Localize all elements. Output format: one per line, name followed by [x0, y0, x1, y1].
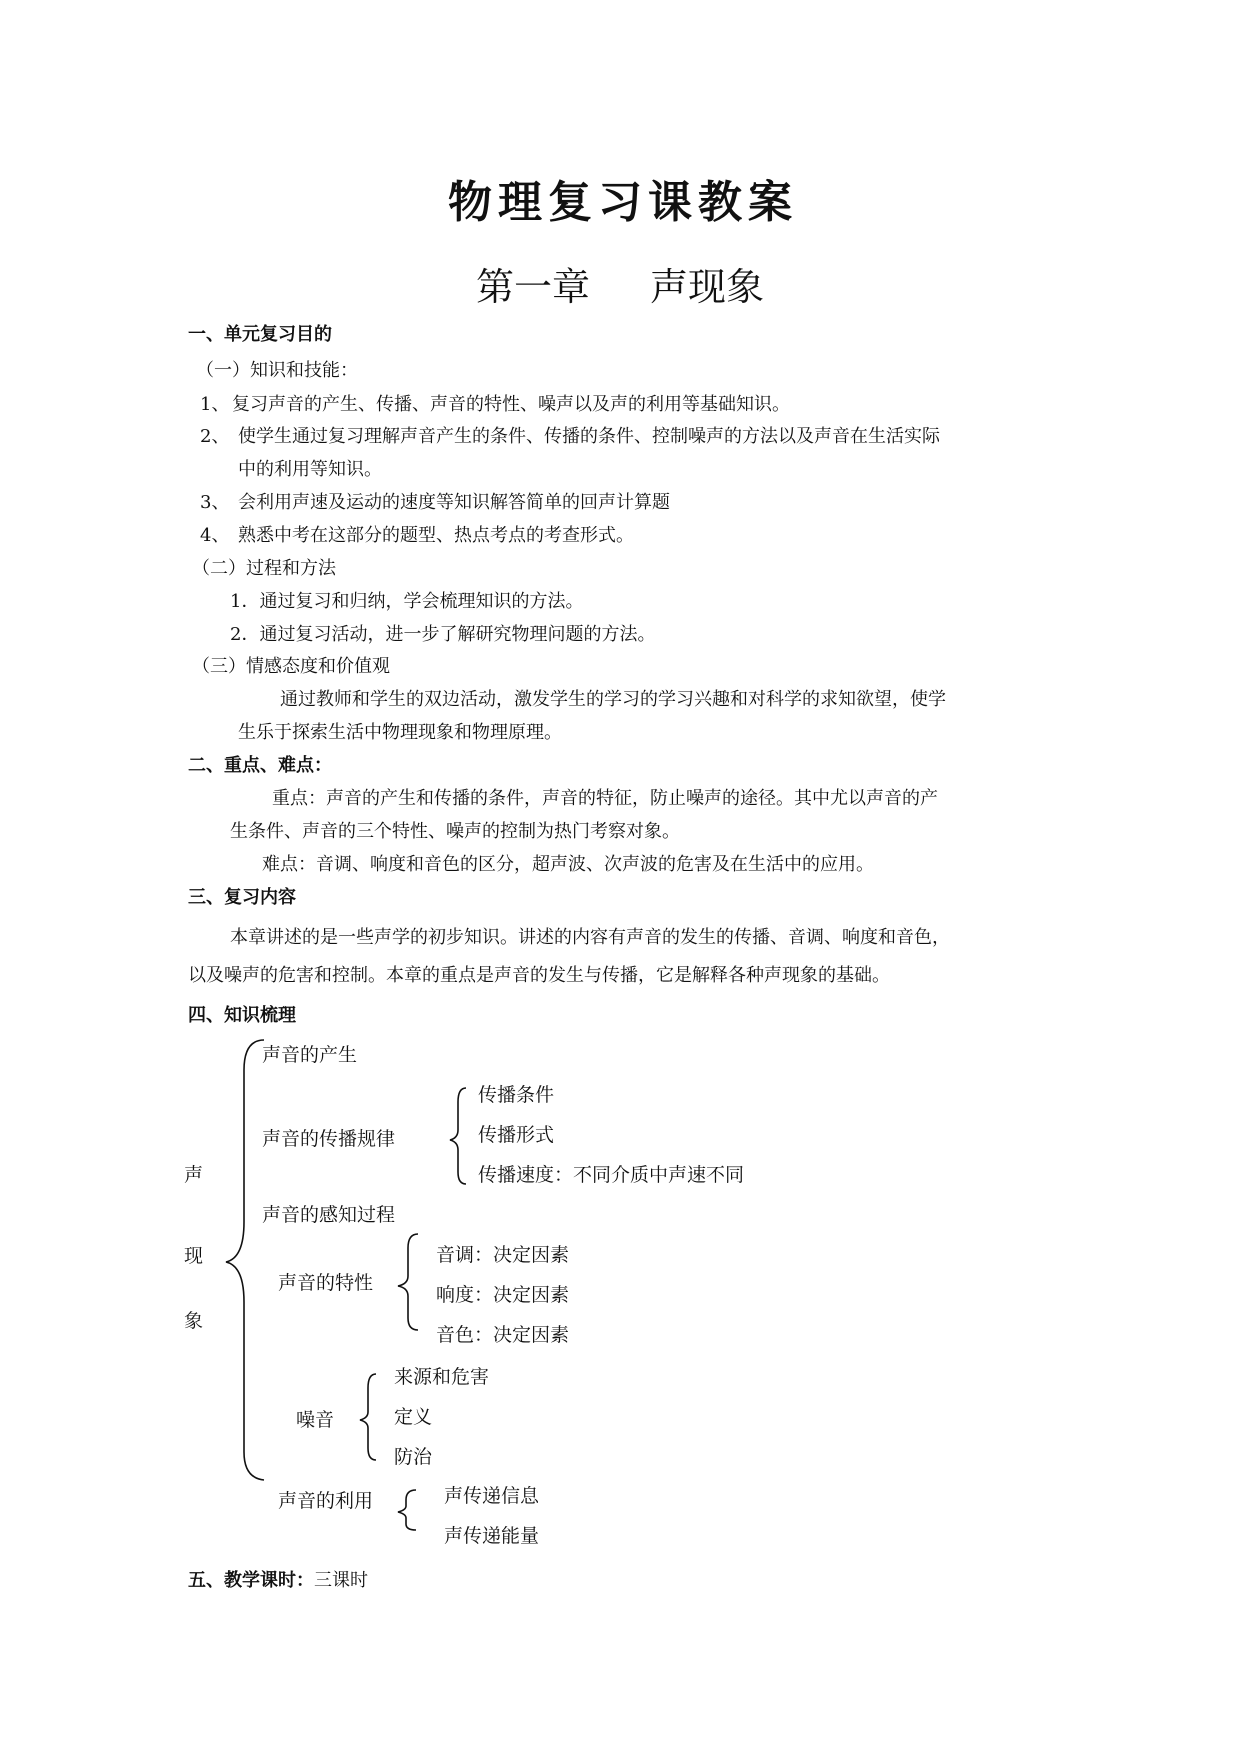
knowledge-item-2: 使学生通过复习理解声音产生的条件、传播的条件、控制噪声的方法以及声音在生活实际: [238, 426, 940, 447]
chapter-number: 第一章: [476, 265, 591, 309]
knowledge-item-1-number: 1、: [200, 394, 230, 415]
knowledge-item-2-continued: 中的利用等知识。: [238, 459, 382, 480]
tree-pitch: 音调：决定因素: [436, 1244, 570, 1266]
tree-root-char-1: 声: [184, 1164, 204, 1186]
section-4-heading: 四、知识梳理: [188, 1005, 296, 1026]
tree-propagation: 声音的传播规律: [262, 1128, 396, 1150]
use-brace: [398, 1490, 416, 1530]
review-content-line-2: 以及噪声的危害和控制。本章的重点是声音的发生与传播，它是解释各种声现象的基础。: [188, 965, 890, 986]
tree-noise-source: 来源和危害: [394, 1366, 490, 1388]
key-points-line-2: 生条件、声音的三个特性、噪声的控制为热门考察对象。: [230, 821, 680, 842]
emotion-label: （三）情感态度和价值观: [192, 656, 390, 677]
tree-propagation-speed: 传播速度：不同介质中声速不同: [478, 1164, 745, 1186]
tree-use-energy: 声传递能量: [444, 1525, 540, 1547]
knowledge-item-3: 会利用声速及运动的速度等知识解答简单的回声计算题: [238, 492, 670, 513]
knowledge-item-4-number: 4、: [200, 525, 230, 546]
emotion-line-1: 通过教师和学生的双边活动，激发学生的学习的学习兴趣和对科学的求知欲望，使学: [280, 689, 946, 710]
propagation-brace: [450, 1088, 466, 1184]
difficult-points: 难点：音调、响度和音色的区分，超声波、次声波的危害及在生活中的应用。: [262, 854, 874, 875]
knowledge-item-3-number: 3、: [200, 492, 230, 513]
tree-use-information: 声传递信息: [444, 1485, 540, 1507]
process-item-2: 2．通过复习活动，进一步了解研究物理问题的方法。: [230, 624, 656, 645]
tree-perception: 声音的感知过程: [262, 1204, 396, 1226]
tree-production: 声音的产生: [262, 1044, 358, 1066]
process-item-1: 1．通过复习和归纳，学会梳理知识的方法。: [230, 591, 584, 612]
tree-loudness: 响度：决定因素: [436, 1284, 570, 1306]
tree-noise: 噪音: [296, 1409, 335, 1431]
chapter-name: 声现象: [650, 265, 765, 309]
knowledge-item-1: 复习声音的产生、传播、声音的特性、噪声以及声的利用等基础知识。: [232, 394, 790, 415]
emotion-line-2: 生乐于探索生活中物理现象和物理原理。: [238, 722, 562, 743]
tree-noise-definition: 定义: [394, 1406, 433, 1428]
noise-brace: [360, 1374, 376, 1460]
main-brace: [226, 1040, 264, 1480]
process-label: （二）过程和方法: [192, 558, 336, 579]
tree-characteristics: 声音的特性: [278, 1272, 374, 1294]
tree-timbre: 音色：决定因素: [436, 1324, 570, 1346]
tree-propagation-condition: 传播条件: [478, 1084, 555, 1106]
section-5: [188, 1566, 368, 1592]
review-content-line-1: 本章讲述的是一些声学的初步知识。讲述的内容有声音的发生的传播、音调、响度和音色，: [230, 927, 950, 948]
section-3-heading: 三、复习内容: [188, 887, 296, 908]
document-title: 物理复习课教案: [448, 177, 798, 228]
tree-root-char-2: 现: [184, 1245, 204, 1267]
knowledge-item-4: 熟悉中考在这部分的题型、热点考点的考查形式。: [238, 525, 634, 546]
section-5-heading: 五、教学课时：: [188, 1570, 314, 1591]
characteristics-brace: [398, 1234, 418, 1330]
knowledge-label: （一）知识和技能：: [196, 360, 358, 381]
tree-noise-prevention: 防治: [394, 1446, 433, 1468]
section-1-heading: 一、单元复习目的: [188, 324, 332, 345]
section-2-heading: 二、重点、难点：: [188, 755, 332, 776]
key-points-line-1: 重点：声音的产生和传播的条件，声音的特征，防止噪声的途径。其中尤以声音的产: [272, 788, 938, 809]
tree-propagation-form: 传播形式: [478, 1124, 555, 1146]
tree-root-char-3: 象: [184, 1310, 204, 1332]
tree-use: 声音的利用: [278, 1490, 374, 1512]
knowledge-item-2-number: 2、: [200, 426, 230, 447]
class-hours: 三课时: [314, 1570, 368, 1591]
